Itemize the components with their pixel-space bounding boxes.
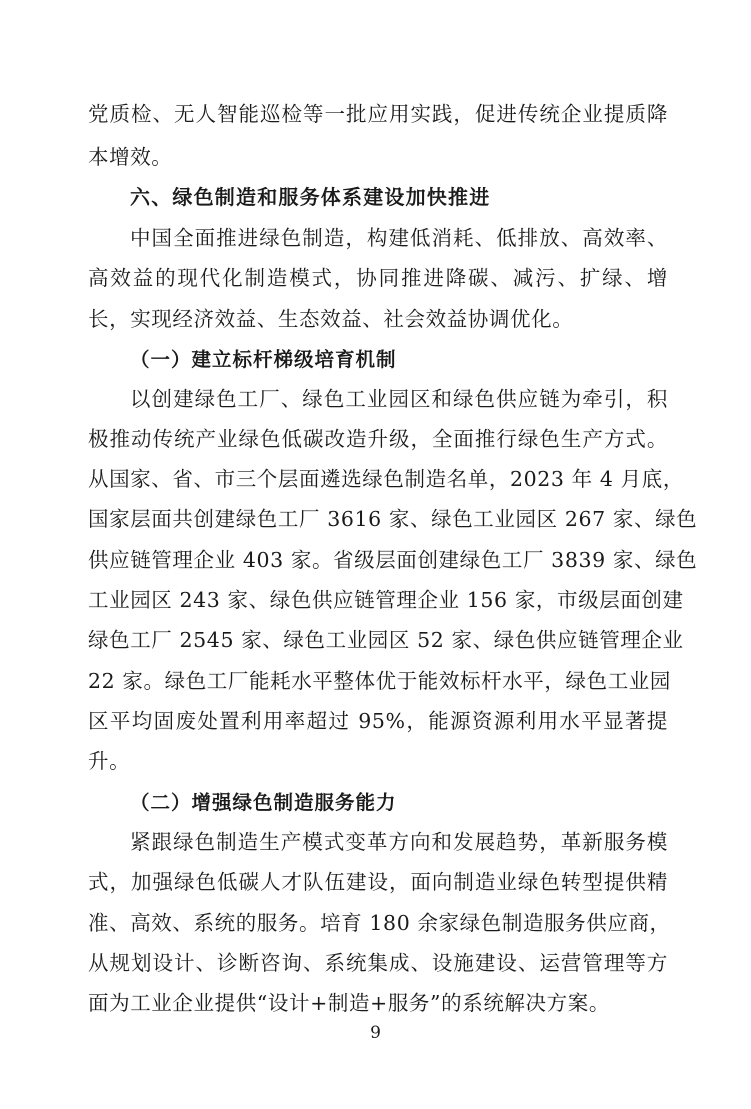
paragraph-line: 22 家。绿色工厂能耗水平整体优于能效标杆水平，绿色工业园 bbox=[88, 669, 671, 693]
page-number: 9 bbox=[370, 1023, 381, 1043]
paragraph-line: 绿色工厂 2545 家、绿色工业园区 52 家、绿色供应链管理企业 bbox=[88, 628, 684, 652]
paragraph-line: 长，实现经济效益、生态效益、社会效益协调优化。 bbox=[88, 307, 574, 331]
paragraph-line: 极推动传统产业绿色低碳改造升级，全面推行绿色生产方式。 bbox=[88, 427, 668, 451]
paragraph-line: 党质检、无人智能巡检等一批应用实践，促进传统企业提质降 bbox=[88, 102, 668, 126]
paragraph-line: 高效益的现代化制造模式，协同推进降碳、减污、扩绿、增 bbox=[88, 266, 668, 290]
paragraph-line: 从国家、省、市三个层面遴选绿色制造名单，2023 年 4 月底， bbox=[88, 467, 684, 491]
paragraph-line: 中国全面推进绿色制造，构建低消耗、低排放、高效率、 bbox=[130, 226, 668, 250]
paragraph-line: 工业园区 243 家、绿色供应链管理企业 156 家，市级层面创建 bbox=[88, 588, 684, 612]
paragraph-line: 供应链管理企业 403 家。省级层面创建绿色工厂 3839 家、绿色 bbox=[88, 548, 698, 572]
paragraph-line: 以创建绿色工厂、绿色工业园区和绿色供应链为牵引，积 bbox=[130, 387, 668, 411]
section-heading: 六、绿色制造和服务体系建设加快推进 bbox=[130, 185, 491, 209]
paragraph-line: 紧跟绿色制造生产模式变革方向和发展趋势，革新服务模 bbox=[130, 830, 668, 854]
paragraph-line: 式，加强绿色低碳人才队伍建设，面向制造业绿色转型提供精 bbox=[88, 870, 668, 894]
paragraph-line: 升。 bbox=[88, 749, 131, 773]
subsection-heading: （二）增强绿色制造服务能力 bbox=[130, 791, 397, 814]
paragraph-line: 准、高效、系统的服务。培育 180 余家绿色制造服务供应商， bbox=[88, 911, 671, 935]
paragraph-line: 区平均固废处置利用率超过 95%，能源资源利用水平显著提 bbox=[88, 709, 668, 733]
paragraph-line: 本增效。 bbox=[88, 145, 173, 169]
paragraph-line: 从规划设计、诊断咨询、系统集成、设施建设、运营管理等方 bbox=[88, 951, 668, 975]
subsection-heading: （一）建立标杆梯级培育机制 bbox=[130, 348, 397, 371]
paragraph-line: 面为工业企业提供“设计+制造+服务”的系统解决方案。 bbox=[88, 991, 610, 1015]
paragraph-line: 国家层面共创建绿色工厂 3616 家、绿色工业园区 267 家、绿色 bbox=[88, 507, 698, 531]
